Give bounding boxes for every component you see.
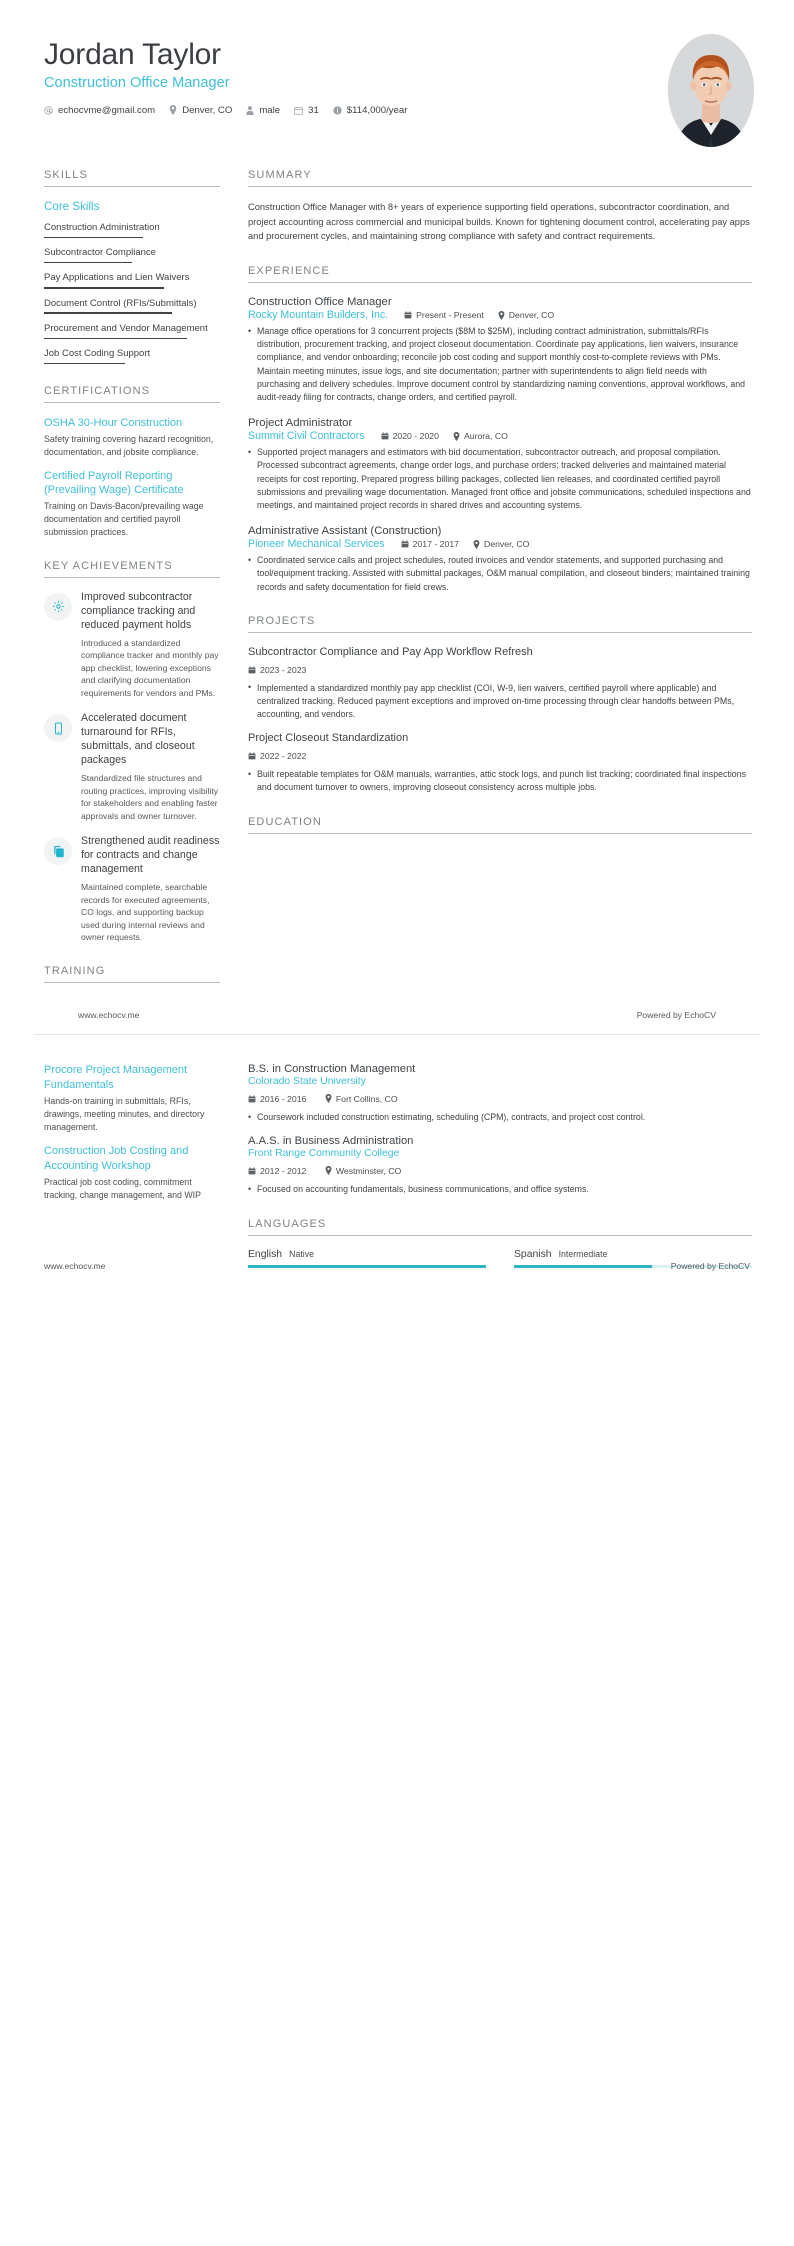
experience-dates — [404, 310, 484, 320]
training-item — [44, 1063, 220, 1133]
skill-bar — [44, 237, 143, 238]
section-title-skills: SKILLS — [44, 169, 220, 187]
experience-meta-line — [248, 538, 752, 550]
skill-item — [44, 348, 220, 364]
education-degree: A.A.S. in Business Administration — [248, 1135, 414, 1148]
section-title-experience: EXPERIENCE — [248, 265, 752, 283]
experience-location — [498, 310, 554, 320]
project-item — [248, 732, 752, 794]
training-name: Construction Job Costing and Accounting Workshop — [44, 1145, 189, 1172]
skill-bar — [44, 287, 164, 288]
gear-icon — [52, 600, 65, 613]
project-dates-value: 2023 - 2023 — [260, 664, 307, 675]
education-bullets — [248, 1183, 752, 1196]
skill-bar — [44, 338, 187, 339]
skill-bar — [44, 312, 172, 313]
project-title: Subcontractor Compliance and Pay App Workflow Refresh — [248, 645, 533, 658]
experience-role: Construction Office Manager — [248, 296, 392, 309]
experience-location-value: Denver, CO — [508, 310, 555, 321]
education-location-value: Fort Collins, CO — [335, 1093, 398, 1104]
main-column — [234, 169, 760, 855]
training-item — [44, 1144, 220, 1202]
section-skills — [44, 169, 220, 364]
achievement-item — [44, 835, 220, 944]
experience-role: Project Administrator — [248, 417, 353, 430]
skill-bar — [44, 262, 132, 263]
education-degree: B.S. in Construction Management — [248, 1063, 416, 1076]
language-level: Intermediate — [558, 1249, 608, 1260]
education-bullets — [248, 1111, 752, 1124]
certification-description: Safety training covering hazard recognition, documentation, and jobsite compliance. — [44, 434, 214, 458]
resume-columns — [34, 169, 760, 1004]
contact-gender-value: male — [259, 104, 281, 116]
calendar-icon — [381, 432, 389, 440]
project-meta — [248, 747, 752, 765]
list-item: • Coursework included construction estimating, scheduling (CPM), contracts, and project cost control. — [248, 1111, 752, 1124]
project-dates — [248, 665, 306, 675]
experience-company: Rocky Mountain Builders, Inc. — [248, 309, 389, 322]
section-education — [248, 1063, 752, 1196]
achievement-title: Improved subcontractor compliance tracking and reduced payment holds — [81, 590, 196, 631]
experience-dates-value: 2017 - 2017 — [412, 539, 459, 550]
education-location-value: Westminster, CO — [335, 1165, 402, 1176]
section-key-achievements — [44, 560, 220, 944]
calendar-icon — [401, 540, 409, 548]
resume-sheet-2 — [0, 1053, 794, 1289]
achievement-title: Accelerated document turnaround for RFIs, submittals, and closeout packages — [81, 712, 195, 767]
experience-role: Administrative Assistant (Construction) — [248, 525, 442, 538]
achievement-item — [44, 712, 220, 822]
achievement-icon-wrap — [44, 714, 72, 742]
education-school: Front Range Community College — [248, 1148, 400, 1160]
achievement-description: Introduced a standardized compliance tracker and monthly pay app checklist, lowering exceptions and clarifying documentation requirements for vendors and PMs. — [81, 637, 219, 698]
training-name: Procore Project Management Fundamentals — [44, 1064, 188, 1091]
experience-bullets — [248, 446, 752, 512]
skill-item — [44, 323, 220, 339]
main-column-page2 — [234, 1063, 760, 1289]
project-item — [248, 646, 752, 722]
language-level: Native — [289, 1249, 315, 1260]
contact-location — [169, 105, 232, 116]
contact-age-value: 31 — [308, 104, 319, 116]
experience-location-value: Aurora, CO — [463, 431, 508, 442]
copy-documents-icon — [52, 845, 65, 858]
location-pin-icon — [325, 1094, 332, 1103]
certification-item — [44, 469, 220, 539]
section-title-training: TRAINING — [44, 965, 220, 983]
education-dates-value: 2016 - 2016 — [260, 1094, 307, 1105]
experience-dates — [381, 431, 439, 441]
education-item — [248, 1063, 752, 1124]
calendar-icon — [248, 666, 256, 674]
project-bullets — [248, 682, 752, 722]
footer-page-2 — [0, 1261, 794, 1271]
education-item — [248, 1135, 752, 1196]
section-education-header — [248, 816, 752, 834]
sidebar-column — [34, 169, 234, 1004]
section-training — [44, 1063, 220, 1202]
education-dates-value: 2012 - 2012 — [260, 1166, 307, 1177]
mobile-phone-icon — [52, 722, 65, 735]
skill-label: Construction Administration — [44, 222, 160, 233]
avatar — [668, 34, 754, 147]
skill-item — [44, 222, 220, 238]
education-location — [325, 1094, 398, 1104]
calendar-icon — [294, 106, 303, 115]
achievement-title: Strengthened audit readiness for contracts and change management — [81, 835, 220, 876]
contact-salary — [333, 105, 408, 116]
experience-company: Pioneer Mechanical Services — [248, 538, 385, 551]
contact-age — [294, 105, 319, 116]
achievement-icon-wrap — [44, 837, 72, 865]
page-break-spacer — [0, 1035, 794, 1053]
contact-email-value: echocvme@gmail.com — [58, 104, 156, 116]
skill-item — [44, 298, 220, 314]
header-left — [44, 34, 421, 116]
resume-columns-page2 — [34, 1063, 760, 1289]
location-pin-icon — [498, 311, 505, 320]
achievement-body — [81, 591, 220, 700]
contact-salary-value: $114,000/year — [346, 104, 408, 116]
page-title: Jordan Taylor — [44, 38, 221, 71]
experience-bullets — [248, 554, 752, 594]
education-dates — [248, 1166, 306, 1176]
project-bullets — [248, 768, 752, 794]
list-item: • Supported project managers and estimators with bid documentation, subcontractor outreach, and proposal compilation. Processed subcontract agreements, change order logs, and purchase orders; tracked deliveries and maintained material receipts for cost reporting. Prepared progress billing packages, collected lien releases, and coordinated certified payroll submissions and prevailing wage documentation. Managed front office and jobsite communications, scheduled inspections and meetings, and maintained project records in shared drives and accounting systems. — [248, 446, 752, 512]
training-description: Practical job cost coding, commitment tracking, change management, and WIP — [44, 1177, 201, 1201]
footer-page-1 — [34, 1010, 760, 1034]
skill-label: Document Control (RFIs/Submittals) — [44, 297, 197, 309]
experience-item — [248, 525, 752, 594]
contact-location-value: Denver, CO — [182, 104, 233, 116]
summary-text: Construction Office Manager with 8+ years of experience supporting field operations, subcontractor coordination, and project accounting across commercial and municipal builds. Known for tightening document control, accelerating pay apps and procurement cycles, and maintaining strong compliance with safety and contract requirements. — [248, 202, 750, 242]
page2-whitespace — [0, 1289, 794, 2049]
list-item: • Implemented a standardized monthly pay app checklist (COI, W-9, lien waivers, certified payroll where applicable) and centralized tracking. Reduced payment exceptions and improved on-time processing through clear handoffs between PMs, accounting, and vendors. — [248, 682, 752, 722]
skill-label: Procurement and Vendor Management — [44, 322, 208, 334]
calendar-icon — [248, 1095, 256, 1103]
list-item: • Built repeatable templates for O&M manuals, warranties, attic stock logs, and punch list tracking; coordinated final inspections and document turnover to owners, improving closeout consistency across multiple jobs. — [248, 768, 752, 794]
project-meta — [248, 661, 752, 679]
footer-site[interactable]: www.echocv.me — [44, 1260, 106, 1271]
achievement-description: Maintained complete, searchable records for executed agreements, CO logs, and supporting backup used during internal reviews and owner requests. — [81, 882, 210, 943]
resume-sheet-1 — [0, 0, 794, 1034]
section-projects — [248, 615, 752, 795]
section-title-key-achievements: KEY ACHIEVEMENTS — [44, 560, 220, 578]
achievement-item — [44, 591, 220, 700]
section-title-education: EDUCATION — [248, 816, 752, 834]
footer-powered-by: Powered by EchoCV — [670, 1260, 750, 1271]
experience-bullets — [248, 325, 752, 404]
info-icon — [333, 106, 342, 115]
experience-meta-line — [248, 309, 752, 321]
project-title: Project Closeout Standardization — [248, 732, 409, 745]
experience-meta-line — [248, 430, 752, 442]
experience-location — [473, 539, 529, 549]
section-title-languages: LANGUAGES — [248, 1218, 752, 1236]
location-pin-icon — [473, 540, 480, 549]
section-title-certifications: CERTIFICATIONS — [44, 385, 220, 403]
location-pin-icon — [325, 1166, 332, 1175]
certification-name: Certified Payroll Reporting (Prevailing Wage) Certificate — [44, 469, 184, 497]
achievement-body — [81, 712, 220, 822]
language-name: Spanish — [514, 1249, 552, 1261]
calendar-icon — [248, 752, 256, 760]
email-icon — [44, 106, 53, 115]
skill-label: Pay Applications and Lien Waivers — [44, 272, 190, 284]
skill-label: Subcontractor Compliance — [44, 247, 156, 259]
contact-email — [44, 105, 155, 116]
header-job-title: Construction Office Manager — [44, 74, 230, 91]
experience-dates-value: Present - Present — [416, 310, 484, 321]
person-icon — [246, 106, 254, 115]
contact-row — [44, 105, 421, 116]
language-name: English — [248, 1249, 283, 1261]
footer-site[interactable]: www.echocv.me — [78, 1010, 140, 1021]
experience-company: Summit Civil Contractors — [248, 430, 365, 443]
skill-item — [44, 247, 220, 263]
sidebar-column-page2 — [34, 1063, 234, 1223]
list-item: • Manage office operations for 3 concurrent projects ($8M to $25M), including contract administration, submittals/RFIs distribution, procurement tracking, and project closeout documentation. Coordinate pay applications, lien waivers, insurance compliance, and vendor onboarding; reconcile job cost coding and support monthly cost-to-complete reviews with PMs. Maintain meeting minutes, issue logs, and site documentation; partner with superintendents to align field needs with purchasing and delivery schedules. Improve document control by standardizing naming conventions, approval workflows, and audit-ready filing for contracts, change orders, and certified payroll. — [248, 325, 752, 404]
language-header — [248, 1249, 486, 1260]
experience-item — [248, 417, 752, 512]
skill-label: Job Cost Coding Support — [44, 347, 151, 359]
experience-dates — [401, 539, 459, 549]
list-item: • Focused on accounting fundamentals, business communications, and office systems. — [248, 1183, 752, 1196]
education-location — [325, 1166, 402, 1176]
skill-bar — [44, 363, 125, 364]
certification-name: OSHA 30-Hour Construction — [44, 417, 183, 430]
experience-dates-value: 2020 - 2020 — [392, 431, 439, 442]
project-dates-value: 2022 - 2022 — [260, 751, 307, 762]
experience-location — [453, 431, 508, 441]
education-meta — [248, 1090, 752, 1108]
section-certifications — [44, 385, 220, 539]
language-header — [514, 1249, 752, 1260]
section-title-projects: PROJECTS — [248, 615, 752, 633]
achievement-description: Standardized file structures and routing practices, improving visibility for stakeholders and enabling faster approvals and owner turnover. — [81, 773, 219, 821]
skills-group-label: Core Skills — [44, 200, 100, 213]
section-title-summary: SUMMARY — [248, 169, 752, 187]
list-item: • Coordinated service calls and project schedules, routed invoices and vendor statements, and supported purchasing and tool/equipment tracking. Assisted with submittal packages, O&M manual compilation, and closeout binders; maintained training records and safety documentation for field crews. — [248, 554, 752, 594]
location-pin-icon — [453, 432, 460, 441]
resume-header — [34, 34, 760, 155]
section-training-header — [44, 965, 220, 983]
calendar-icon — [248, 1167, 256, 1175]
certification-description: Training on Davis-Bacon/prevailing wage documentation and certified payroll submission practices. — [44, 501, 204, 537]
education-meta — [248, 1162, 752, 1180]
section-summary — [248, 169, 752, 244]
experience-location-value: Denver, CO — [483, 539, 530, 550]
achievement-body — [81, 835, 220, 944]
skill-item — [44, 272, 220, 288]
achievement-icon-wrap — [44, 593, 72, 621]
section-experience — [248, 265, 752, 594]
training-description: Hands-on training in submittals, RFIs, drawings, meeting minutes, and directory management. — [44, 1096, 205, 1132]
contact-gender — [246, 105, 280, 116]
calendar-icon — [404, 311, 412, 319]
education-school: Colorado State University — [248, 1076, 366, 1088]
project-dates — [248, 751, 306, 761]
footer-powered-by: Powered by EchoCV — [636, 1010, 716, 1021]
experience-item — [248, 296, 752, 404]
certification-item — [44, 416, 220, 459]
location-pin-icon — [169, 105, 177, 115]
education-dates — [248, 1094, 306, 1104]
